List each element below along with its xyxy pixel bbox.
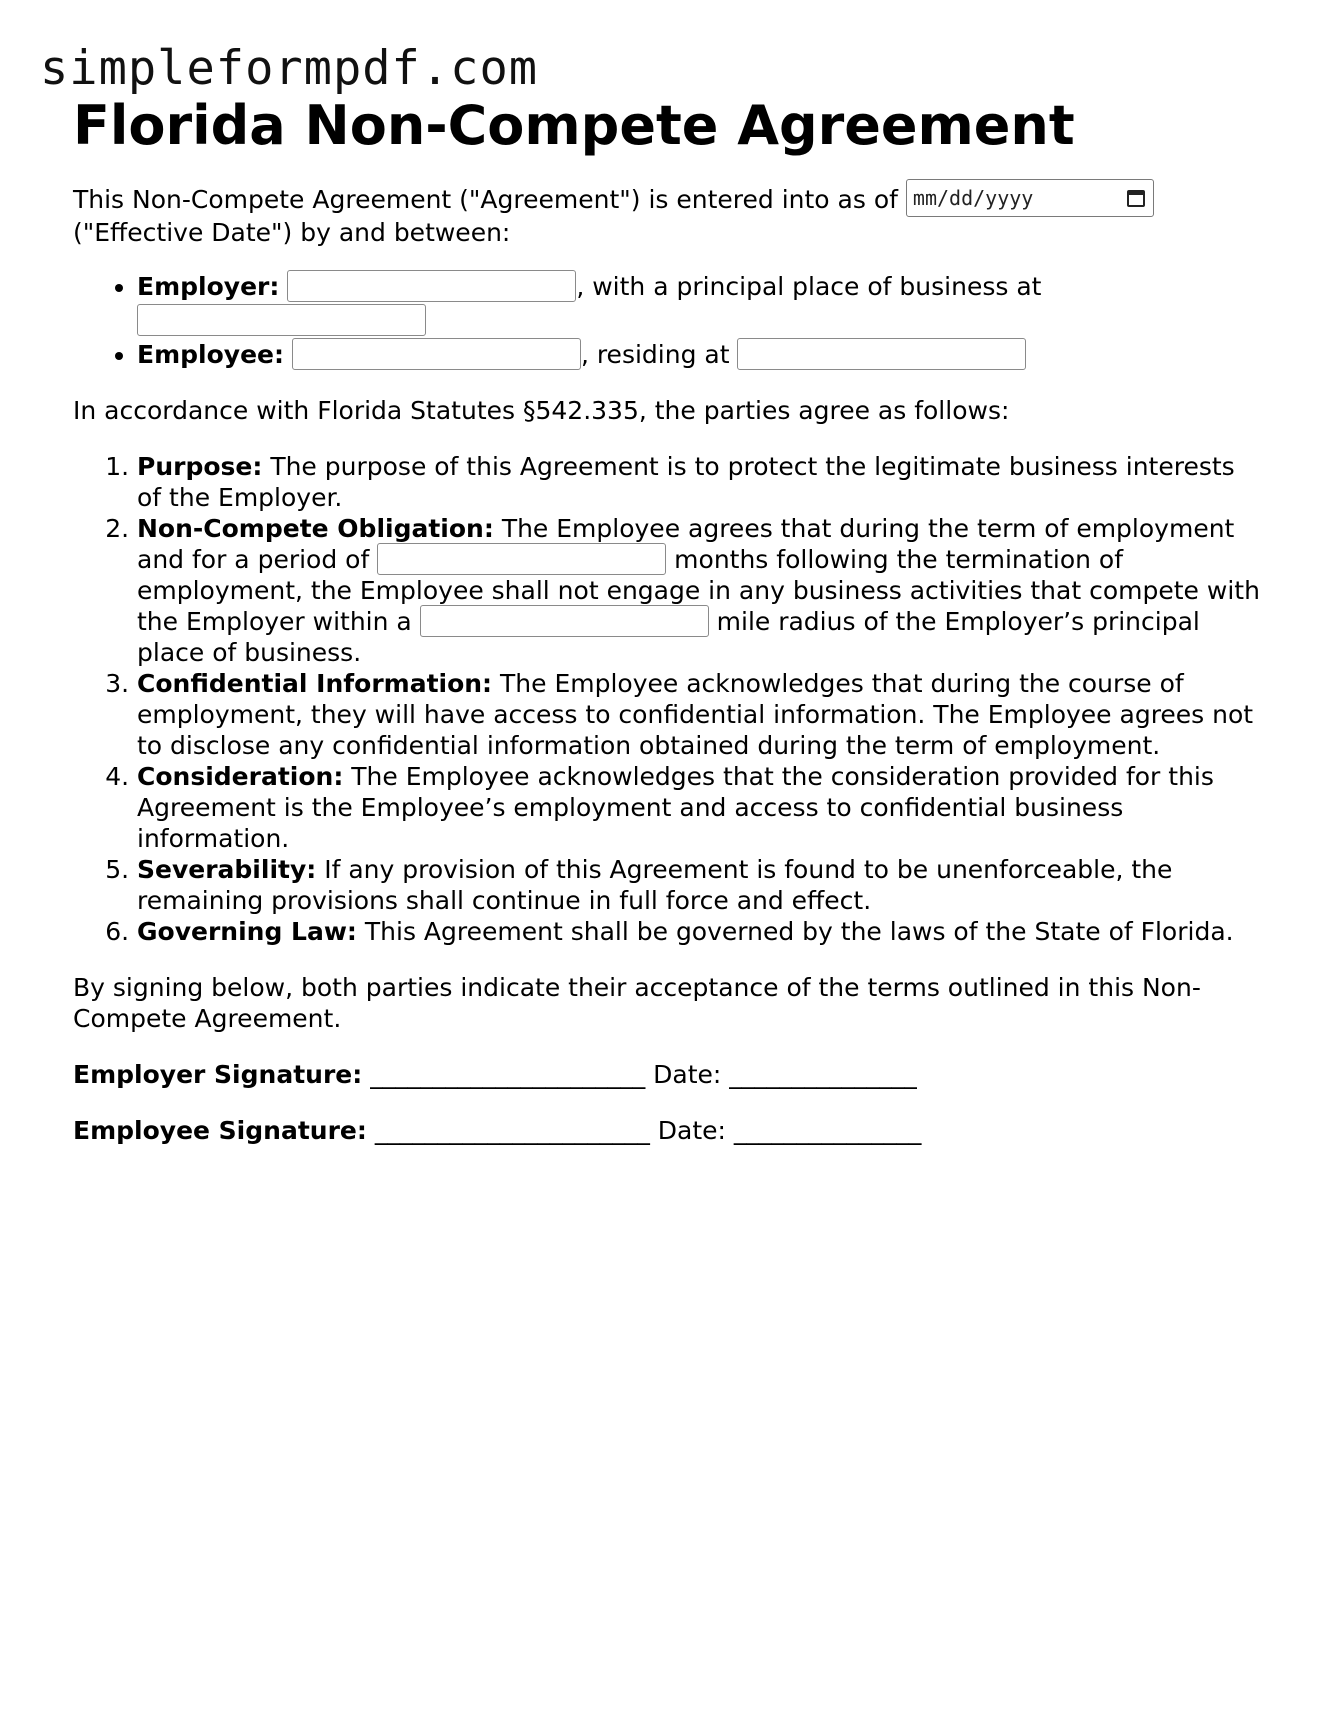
calendar-icon[interactable] [1127, 190, 1145, 207]
party-employer [137, 270, 1263, 338]
date-placeholder: mm/dd/yyyy [912, 185, 1034, 210]
intro-text-after: ("Effective Date") by and between: [73, 218, 511, 247]
employee-label: Employee: [137, 340, 284, 369]
employee-signature-row [73, 1115, 1263, 1146]
intro-text-before: This Non-Compete Agreement ("Agreement") is entered into as of [73, 185, 898, 214]
statute-lead: In accordance with Florida Statutes §542.335, the parties agree as follows: [73, 396, 1010, 425]
employer-signature-line: ______________________ Date: _______________ [370, 1060, 917, 1089]
term-heading: Severability: [137, 855, 317, 884]
term-non-compete [137, 513, 1263, 668]
employee-signature-line: ______________________ Date: _______________ [374, 1116, 922, 1145]
party-employee [137, 338, 1263, 372]
term-text: The Employee acknowledges that the consideration provided for this Agreement is the Employee’s employment and access to confidential business information. [137, 762, 1214, 853]
term-text: months following the termination of employment, the Employee shall not engage in any business activities that compete with the Employer within a [137, 545, 1260, 636]
non-compete-months-input[interactable] [377, 543, 666, 575]
employee-residence-text: , residing at [580, 340, 730, 369]
page-title: Florida Non-Compete Agreement [73, 94, 1075, 157]
term-heading: Governing Law: [137, 917, 357, 946]
terms-list [73, 451, 1263, 947]
employee-address-input[interactable] [737, 338, 1026, 370]
intro-paragraph [73, 184, 1263, 248]
watermark: simpleformpdf.com [40, 41, 539, 96]
term-text: This Agreement shall be governed by the laws of the State of Florida. [364, 917, 1234, 946]
employee-name-input[interactable] [292, 338, 581, 370]
employer-address-text: , with a principal place of business at [576, 272, 1042, 301]
term-heading: Consideration: [137, 762, 344, 791]
term-heading: Non-Compete Obligation: [137, 514, 494, 543]
term-text: If any provision of this Agreement is found to be unenforceable, the remaining provisions shall continue in full force and effect. [137, 855, 1173, 915]
term-heading: Purpose: [137, 452, 263, 481]
term-heading: Confidential Information: [137, 669, 493, 698]
employee-signature-label: Employee Signature: [73, 1116, 367, 1145]
closing-paragraph: By signing below, both parties indicate their acceptance of the terms outlined in this Non-Compete Agreement. [73, 973, 1201, 1033]
employer-signature-row [73, 1059, 1263, 1090]
term-confidential [137, 668, 1263, 761]
parties-list [73, 270, 1263, 372]
mile-radius-input[interactable] [420, 605, 709, 637]
term-text: The purpose of this Agreement is to protect the legitimate business interests of the Employer. [137, 452, 1235, 512]
term-text: The Employee acknowledges that during the course of employment, they will have access to confidential information. The Employee agrees not to disclose any confidential information obtained during the term of employment. [137, 669, 1254, 760]
effective-date-input[interactable] [906, 179, 1154, 217]
agreement-document [73, 90, 1263, 1146]
term-severability [137, 854, 1263, 916]
term-text: The Employee agrees that during the term of employment and for a period of [137, 514, 1235, 574]
employer-signature-label: Employer Signature: [73, 1060, 363, 1089]
employer-label: Employer: [137, 272, 280, 301]
employer-address-input[interactable] [137, 304, 426, 336]
term-consideration [137, 761, 1263, 854]
term-text: mile radius of the Employer’s principal place of business. [137, 607, 1200, 667]
term-purpose [137, 451, 1263, 513]
term-governing-law [137, 916, 1263, 947]
employer-name-input[interactable] [287, 270, 576, 302]
